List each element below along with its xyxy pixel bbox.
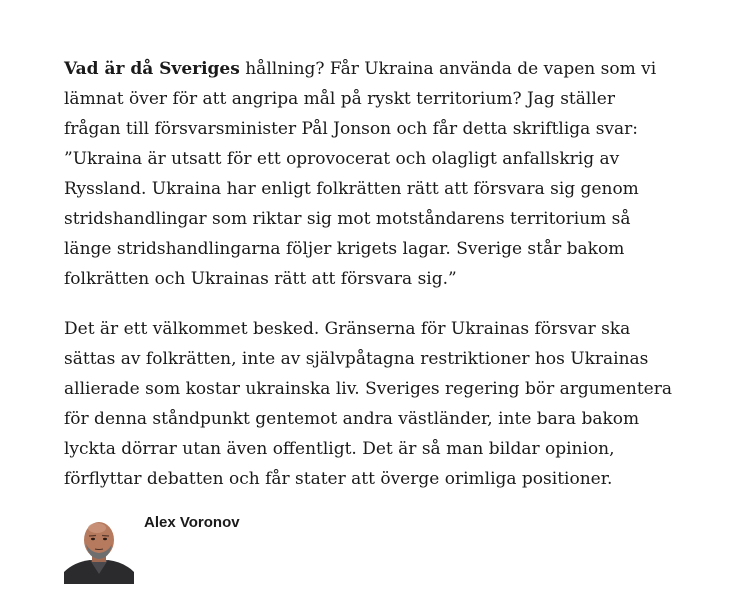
paragraph-1	[64, 54, 674, 294]
author-portrait-icon	[64, 518, 134, 584]
author-name[interactable]: Alex Voronov	[144, 514, 240, 531]
paragraph-lead: Vad är då Sveriges	[64, 59, 240, 79]
paragraph-2: Det är ett välkommet besked. Gränserna för Ukrainas försvar ska sättas av folkrätten, inte av självpåtagna restriktioner hos Ukrainas allierade som kostar ukrainska liv. Sveriges regering bör argumentera för denna ståndpunkt gentemot andra västländer, inte bara bakom lyckta dörrar utan även offentligt. Det är så man bildar opinion, förflyttar debatten och får stater att överge orimliga positioner.	[64, 319, 672, 489]
article-body	[64, 54, 674, 514]
paragraph-1-text: hållning? Får Ukraina använda de vapen som vi lämnat över för att angripa mål på ryskt territorium? Jag ställer frågan till försvarsminister Pål Jonson och får detta skriftliga svar: ”Ukraina är utsatt för ett oprovocerat och olagligt anfallskrig av Ryssland. Ukraina har enligt folkrätten rätt att försvara sig genom stridshandlingar som riktar sig mot motståndarens territorium så länge stridshandlingarna följer krigets lagar. Sverige står bakom folkrätten och Ukrainas rätt att försvara sig.”	[64, 59, 657, 289]
author-avatar[interactable]	[64, 518, 134, 584]
author-byline	[64, 514, 464, 584]
